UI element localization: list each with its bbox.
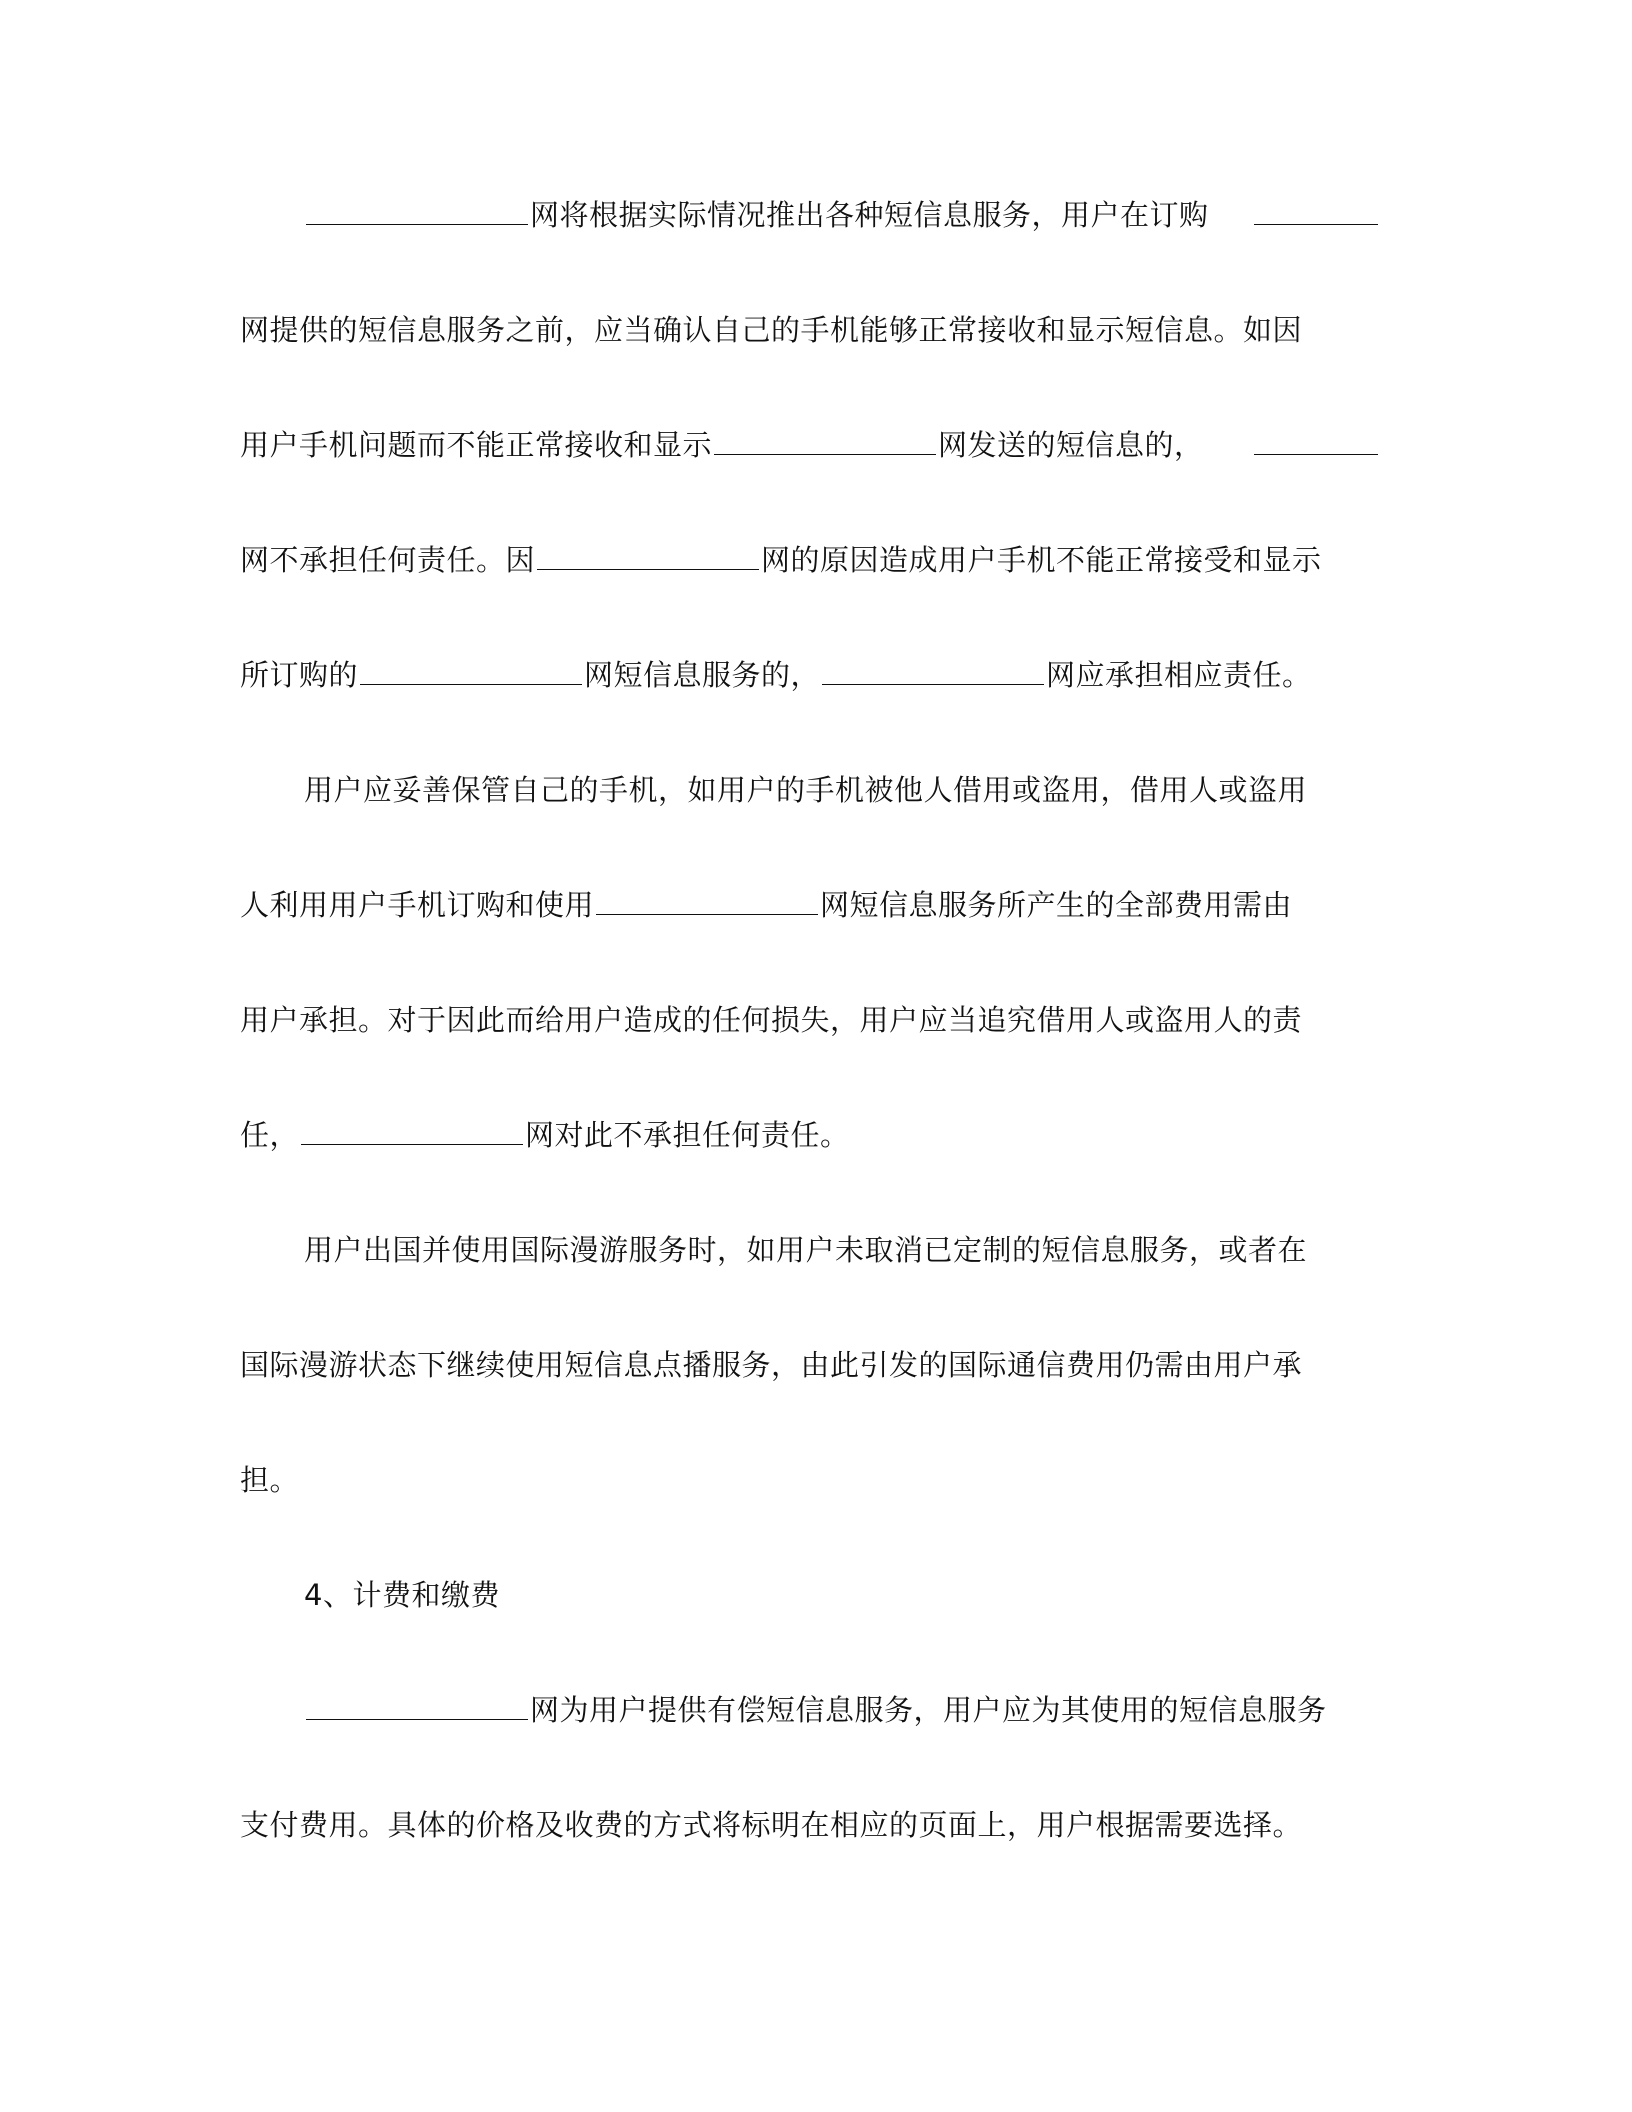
document-body [240,183,1380,1908]
fill-blank[interactable] [360,654,582,685]
text-segment: 用户手机问题而不能正常接收和显示 [240,428,713,462]
fill-blank[interactable] [596,884,818,915]
text-segment: 用户承担。对于因此而给用户造成的任何损失，用户应当追究借用人或盗用人的责 [240,1003,1303,1037]
fill-blank[interactable] [306,194,528,225]
text-segment: 支付费用。具体的价格及收费的方式将标明在相应的页面上，用户根据需要选择。 [240,1808,1303,1842]
text-segment: 人利用用户手机订购和使用 [240,888,595,922]
text-segment: 用户出国并使用国际漫游服务时，如用户未取消已定制的短信息服务，或者在 [304,1233,1308,1267]
paragraph-2-line-2 [240,873,1380,988]
text-segment: 网应承担相应责任。 [1046,658,1312,692]
paragraph-1-line-3 [240,413,1380,528]
text-segment: 网提供的短信息服务之前，应当确认自己的手机能够正常接收和显示短信息。如因 [240,313,1303,347]
fill-blank[interactable] [822,654,1044,685]
fill-blank[interactable] [1254,194,1378,225]
paragraph-2-line-1 [240,758,1380,873]
paragraph-1-line-5 [240,643,1380,758]
text-segment: 网短信息服务的， [584,658,821,692]
fill-blank[interactable] [1254,424,1378,455]
text-segment: 网为用户提供有偿短信息服务，用户应为其使用的短信息服务 [530,1693,1327,1727]
fill-blank[interactable] [714,424,936,455]
paragraph-4-line-1 [240,1678,1380,1793]
text-segment: 网发送的短信息的， [938,428,1204,462]
text-segment: 任， [240,1118,300,1152]
text-segment: 网的原因造成用户手机不能正常接受和显示 [761,543,1322,577]
paragraph-2-line-4 [240,1103,1380,1218]
text-segment: 网短信息服务所产生的全部费用需由 [820,888,1293,922]
fill-blank[interactable] [537,539,759,570]
paragraph-3-line-3 [240,1448,1380,1563]
text-segment: 所订购的 [240,658,359,692]
paragraph-3-line-2 [240,1333,1380,1448]
text-segment: 用户应妥善保管自己的手机，如用户的手机被他人借用或盗用，借用人或盗用 [304,773,1308,807]
text-segment: 网将根据实际情况推出各种短信息服务，用户在订购 [530,198,1209,232]
paragraph-3-line-1 [240,1218,1380,1333]
text-segment: 担。 [240,1463,300,1497]
paragraph-2-line-3 [240,988,1380,1103]
fill-blank[interactable] [306,1689,528,1720]
paragraph-4-line-2 [240,1793,1380,1908]
paragraph-1-line-4 [240,528,1380,643]
paragraph-1-line-1 [240,183,1380,298]
paragraph-1-line-2 [240,298,1380,413]
text-segment: 国际漫游状态下继续使用短信息点播服务，由此引发的国际通信费用仍需由用户承 [240,1348,1303,1382]
text-segment: 网不承担任何责任。因 [240,543,536,577]
section-heading: 4、计费和缴费 [304,1578,500,1612]
fill-blank[interactable] [301,1114,523,1145]
text-segment: 网对此不承担任何责任。 [525,1118,850,1152]
